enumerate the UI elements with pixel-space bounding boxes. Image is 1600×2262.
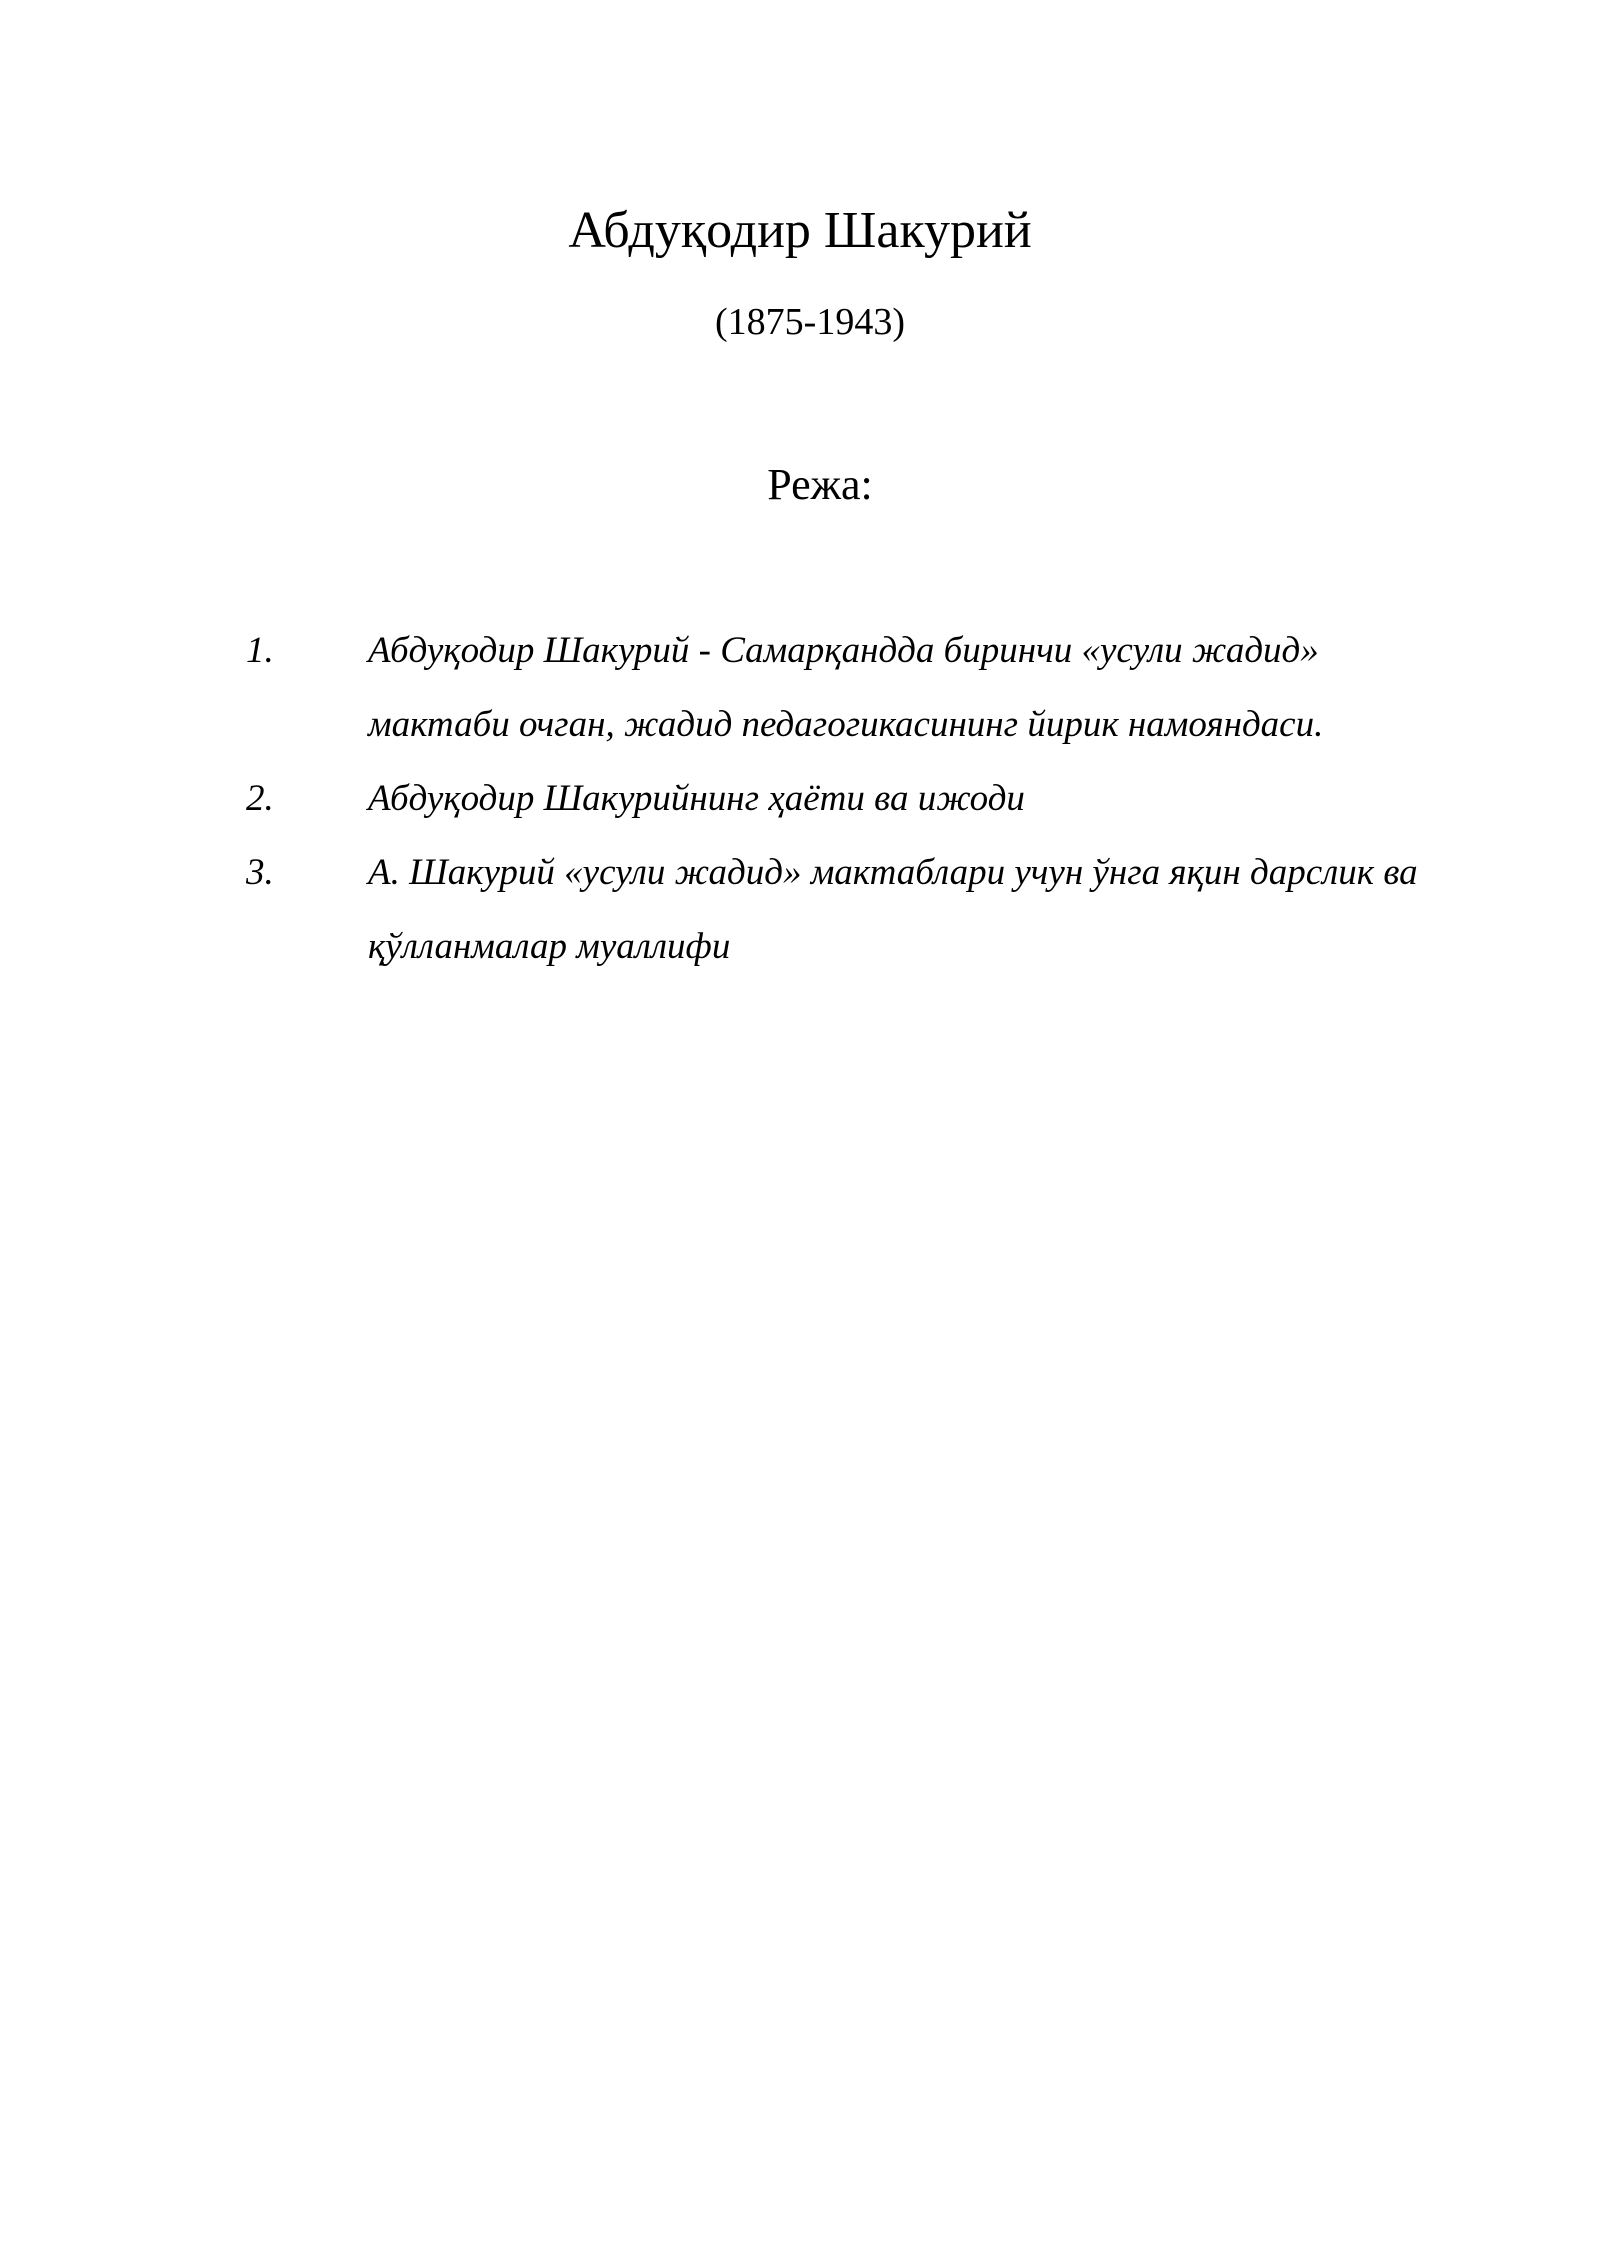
plan-item-3 bbox=[246, 836, 1426, 984]
plan-item-text: Абдуқодир Шакурий - Самарқандда биринчи «усули жадид» мактаби очган, жадид педагогикасининг йирик намояндаси. bbox=[368, 630, 1324, 745]
life-years: (1875-1943) bbox=[715, 301, 905, 343]
plan-item-number: 2. bbox=[246, 778, 274, 819]
plan-item-text: Абдуқодир Шакурийнинг ҳаёти ва ижоди bbox=[368, 778, 1025, 819]
plan-item-number: 3. bbox=[246, 852, 274, 893]
plan-item-1 bbox=[246, 614, 1426, 762]
plan-item-number: 1. bbox=[246, 630, 274, 671]
plan-heading: Режа: bbox=[767, 460, 873, 509]
document-title: Абдуқодир Шакурий bbox=[568, 202, 1032, 259]
plan-item-2 bbox=[246, 762, 1426, 836]
plan-list bbox=[246, 614, 1426, 984]
plan-item-text: А. Шакурий «усули жадид» мактаблари учун ўнга яқин дарслик ва қўлланмалар муаллифи bbox=[368, 852, 1418, 967]
